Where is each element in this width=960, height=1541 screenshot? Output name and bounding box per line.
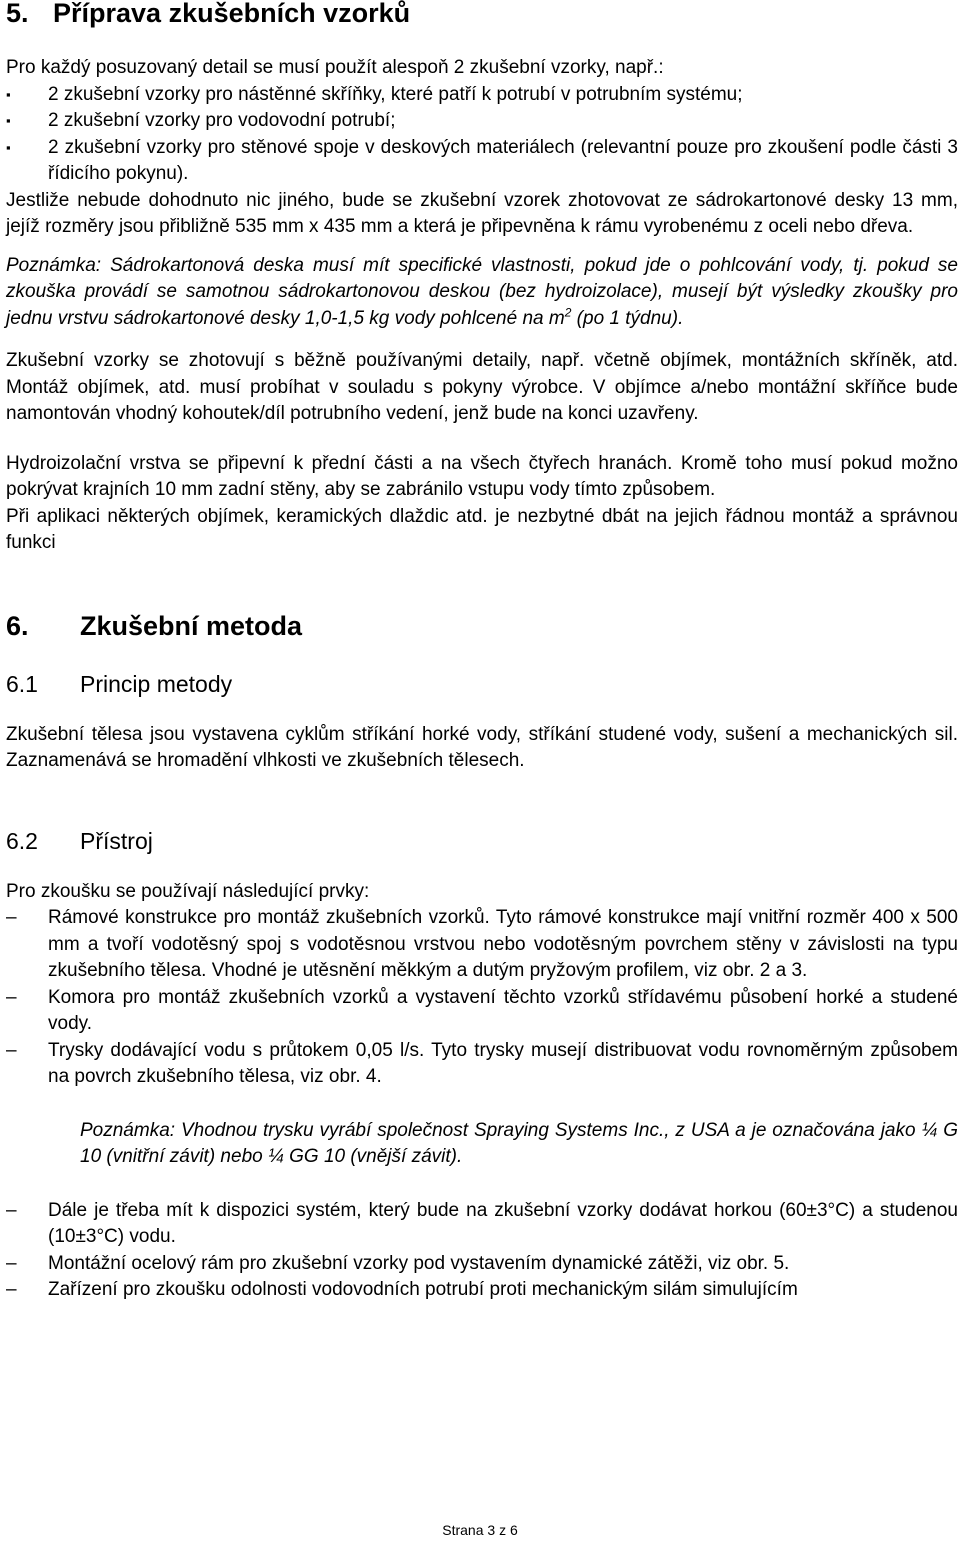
dash-icon: – <box>6 986 17 1008</box>
paragraph-princip: Zkušební tělesa jsou vystavena cyklům stříkání horké vody, stříkání studené vody, sušení a mechanických sil. Zaznamenává se hromadění vlhkosti ve zkušebních tělesech. <box>6 723 958 771</box>
list-item-text: 2 zkušební vzorky pro vodovodní potrubí; <box>48 110 396 131</box>
list-item-text: Montážní ocelový rám pro zkušební vzorky pod vystavením dynamické zátěži, viz obr. 5. <box>48 1252 790 1274</box>
note-text: Poznámka: Sádrokartonová deska musí mít specifické vlastnosti, pokud jde o pohlcování vody, tj. pokud se zkouška provádí se samotnou sádrokartonovou deskou (bez hydroizolace), musejí být výsledky zkoušky pro jednu vrstvu sádrokartonové desky 1,0-1,5 kg vody pohlcené na m <box>6 254 958 329</box>
list-item <box>6 905 958 985</box>
document-page <box>6 0 958 1304</box>
list-item <box>6 1277 958 1304</box>
section-6-heading <box>6 611 958 641</box>
list-item <box>6 82 958 109</box>
section-6-2-heading <box>6 826 958 856</box>
paragraph-zkusebni-vzorky: Zkušební vzorky se zhotovují s běžně používanými detaily, např. včetně objímek, montážních skříněk, atd. Montáž objímek, atd. musí probíhat v souladu s pokyny výrobce. V objímce a/nebo montážní skříňce bude namontován vhodný kohoutek/díl potrubního vedení, jenž bude na konci uzavřeny. <box>6 350 958 424</box>
list-item-text: 2 zkušební vzorky pro nástěnné skříňky, které patří k potrubí v potrubním systému; <box>48 83 743 105</box>
section-6-1-heading <box>6 669 958 699</box>
list-item <box>6 1251 958 1278</box>
sample-bullet-list <box>6 82 958 188</box>
list-item-text: Komora pro montáž zkušebních vzorků a vystavení těchto vzorků střídavému působení horké a studené vody. <box>48 986 958 1034</box>
list-item <box>6 108 958 135</box>
list-item-text: Zařízení pro zkoušku odolnosti vodovodních potrubí proti mechanickým silám simulujícím <box>48 1279 798 1300</box>
dash-icon: – <box>6 1252 17 1274</box>
section-5-heading <box>6 0 958 28</box>
section-title: Zkušební metoda <box>80 610 303 641</box>
paragraph-prvky: Pro zkoušku se používají následující prvky: <box>6 880 370 902</box>
section-title: Příprava zkušebních vzorků <box>53 0 411 28</box>
equipment-list-a <box>6 905 958 1091</box>
section-title: Princip metody <box>80 670 233 697</box>
list-item-text: Trysky dodávající vodu s průtokem 0,05 l/s. Tyto trysky musejí distribuovat vodu rovnoměrným způsobem na povrch zkušebního tělesa, viz obr. 4. <box>48 1039 958 1087</box>
paragraph-hydroizolace: Hydroizolační vrstva se připevní k přední části a na všech čtyřech hranách. Kromě toho musí pokud možno pokrývat krajních 10 mm zadní stěny, aby se zabránilo vstupu vody tímto způsobem. <box>6 452 958 500</box>
note-superscript: 2 <box>564 305 572 320</box>
equipment-list-b <box>6 1198 958 1304</box>
section-number: 6.1 <box>6 670 38 697</box>
dash-icon: – <box>6 1039 17 1061</box>
section-number: 6.2 <box>6 827 38 854</box>
list-item <box>6 1198 958 1251</box>
note-sadrokarton <box>6 253 958 333</box>
note-tryska: Poznámka: Vhodnou trysku vyrábí společnost Spraying Systems Inc., z USA a je označována jako ¼ G 10 (vnitřní závit) nebo ¼ GG 10 (vnější závit). <box>80 1119 958 1167</box>
bullet-icon: ▪ <box>6 86 11 102</box>
dash-icon: – <box>6 907 17 928</box>
list-item <box>6 985 958 1038</box>
list-item-text: Dále je třeba mít k dispozici systém, který bude na zkušební vzorky dodávat horkou (60±3°C) a studenou (10±3°C) vodu. <box>48 1199 958 1247</box>
paragraph-aplikace: Při aplikaci některých objímek, keramických dlaždic atd. je nezbytné dbát na jejich řádnou montáž a správnou funkci <box>6 505 958 553</box>
page-footer: Strana 3 z 6 <box>442 1522 518 1538</box>
dash-icon: – <box>6 1199 17 1221</box>
section-title: Přístroj <box>80 827 153 854</box>
note-tail: (po 1 týdnu). <box>571 307 684 329</box>
list-item-text: 2 zkušební vzorky pro stěnové spoje v deskových materiálech (relevantní pouze pro zkoušení podle části 3 řídicího pokynu). <box>48 136 958 184</box>
bullet-icon: ▪ <box>6 139 11 155</box>
section-number: 5. <box>6 0 29 28</box>
list-item-text: Rámové konstrukce pro montáž zkušebních vzorků. Tyto rámové konstrukce mají vnitřní rozměr 400 x 500 mm a tvoří vodotěsný spoj s vodotěsnou vrstvou nebo vodotěsným povrchem stěny v závislosti na typu zkušebního tělesa. Vhodné je utěsnění měkkým a dutým pryžovým profilem, viz obr. 2 a 3. <box>48 907 958 981</box>
dash-icon: – <box>6 1279 17 1300</box>
section-number: 6. <box>6 610 29 641</box>
list-item <box>6 1038 958 1091</box>
intro-paragraph: Pro každý posuzovaný detail se musí použít alespoň 2 zkušební vzorky, např.: <box>6 57 664 78</box>
paragraph-jestlize: Jestliže nebude dohodnuto nic jiného, bude se zkušební vzorek zhotovovat ze sádrokartonové desky 13 mm, jejíž rozměry jsou přibližně 535 mm x 435 mm a která je připevněna k rámu vyrobenému z oceli nebo dřeva. <box>6 189 958 237</box>
bullet-icon: ▪ <box>6 113 11 128</box>
list-item <box>6 135 958 188</box>
